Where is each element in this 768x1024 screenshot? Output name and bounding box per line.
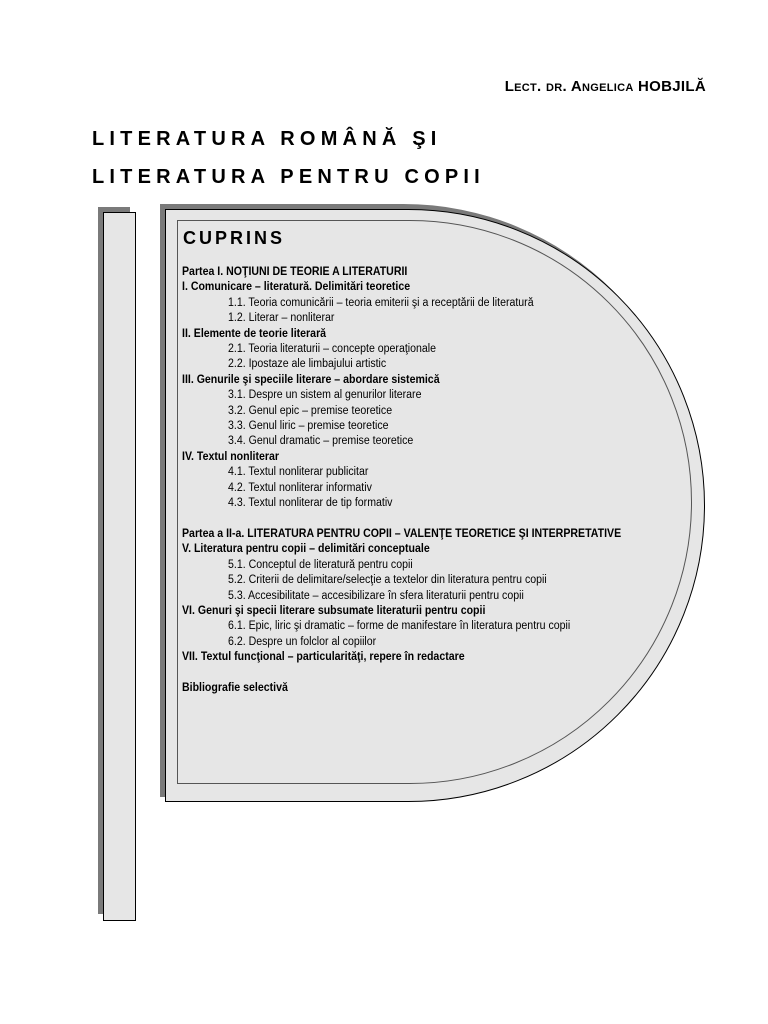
author-name: Lect. dr. Angelica HOBJILĂ bbox=[504, 78, 706, 95]
section-6-1: 6.1. Epic, liric şi dramatic – forme de manifestare în literatura pentru copii bbox=[228, 620, 571, 633]
chapter-2: II. Elemente de teorie literară bbox=[182, 327, 327, 340]
section-5-3: 5.3. Accesibilitate – accesibilizare în sfera literaturii pentru copii bbox=[228, 589, 524, 602]
section-5-2: 5.2. Criterii de delimitare/selecţie a textelor din literatura pentru copii bbox=[228, 574, 547, 587]
contents-heading: CUPRINS bbox=[183, 228, 286, 248]
section-3-4: 3.4. Genul dramatic – premise teoretice bbox=[228, 435, 414, 448]
spacer bbox=[182, 512, 702, 527]
section-1-2: 1.2. Literar – nonliterar bbox=[228, 312, 335, 325]
section-5-1: 5.1. Conceptul de literatură pentru copii bbox=[228, 558, 413, 571]
part-2-title: Partea a II-a. LITERATURA PENTRU COPII – VALENŢE TEORETICE ŞI INTERPRETATIVE bbox=[182, 527, 622, 540]
spacer bbox=[182, 666, 702, 681]
section-4-1: 4.1. Textul nonliterar publicitar bbox=[228, 466, 369, 479]
title-line-1: LITERATURA ROMÂNĂ ŞI bbox=[92, 128, 442, 150]
section-2-2: 2.2. Ipostaze ale limbajului artistic bbox=[228, 358, 387, 371]
chapter-6: VI. Genuri şi specii literare subsumate literaturii pentru copii bbox=[182, 604, 486, 617]
section-4-2: 4.2. Textul nonliterar informativ bbox=[228, 481, 372, 494]
chapter-3: III. Genurile şi speciile literare – abordare sistemică bbox=[182, 373, 440, 386]
section-1-1: 1.1. Teoria comunicării – teoria emiterii şi a receptării de literatură bbox=[228, 296, 534, 309]
title-line-2: LITERATURA PENTRU COPII bbox=[92, 166, 485, 188]
section-3-2: 3.2. Genul epic – premise teoretice bbox=[228, 404, 393, 417]
section-4-3: 4.3. Textul nonliterar de tip formativ bbox=[228, 497, 393, 510]
section-3-1: 3.1. Despre un sistem al genurilor literare bbox=[228, 389, 422, 402]
chapter-4: IV. Textul nonliterar bbox=[182, 450, 280, 463]
chapter-5: V. Literatura pentru copii – delimitări conceptuale bbox=[182, 543, 430, 556]
section-3-3: 3.3. Genul liric – premise teoretice bbox=[228, 420, 389, 433]
section-2-1: 2.1. Teoria literaturii – concepte operaţionale bbox=[228, 343, 437, 356]
table-of-contents bbox=[182, 265, 702, 696]
chapter-1: I. Comunicare – literatură. Delimitări teoretice bbox=[182, 281, 411, 294]
chapter-7: VII. Textul funcţional – particularităţi, repere în redactare bbox=[182, 651, 465, 664]
section-6-2: 6.2. Despre un folclor al copiilor bbox=[228, 635, 377, 648]
left-decorative-bar bbox=[103, 212, 136, 921]
part-1-title: Partea I. NOŢIUNI DE TEORIE A LITERATURII bbox=[182, 266, 408, 278]
bibliography: Bibliografie selectivă bbox=[182, 681, 288, 694]
